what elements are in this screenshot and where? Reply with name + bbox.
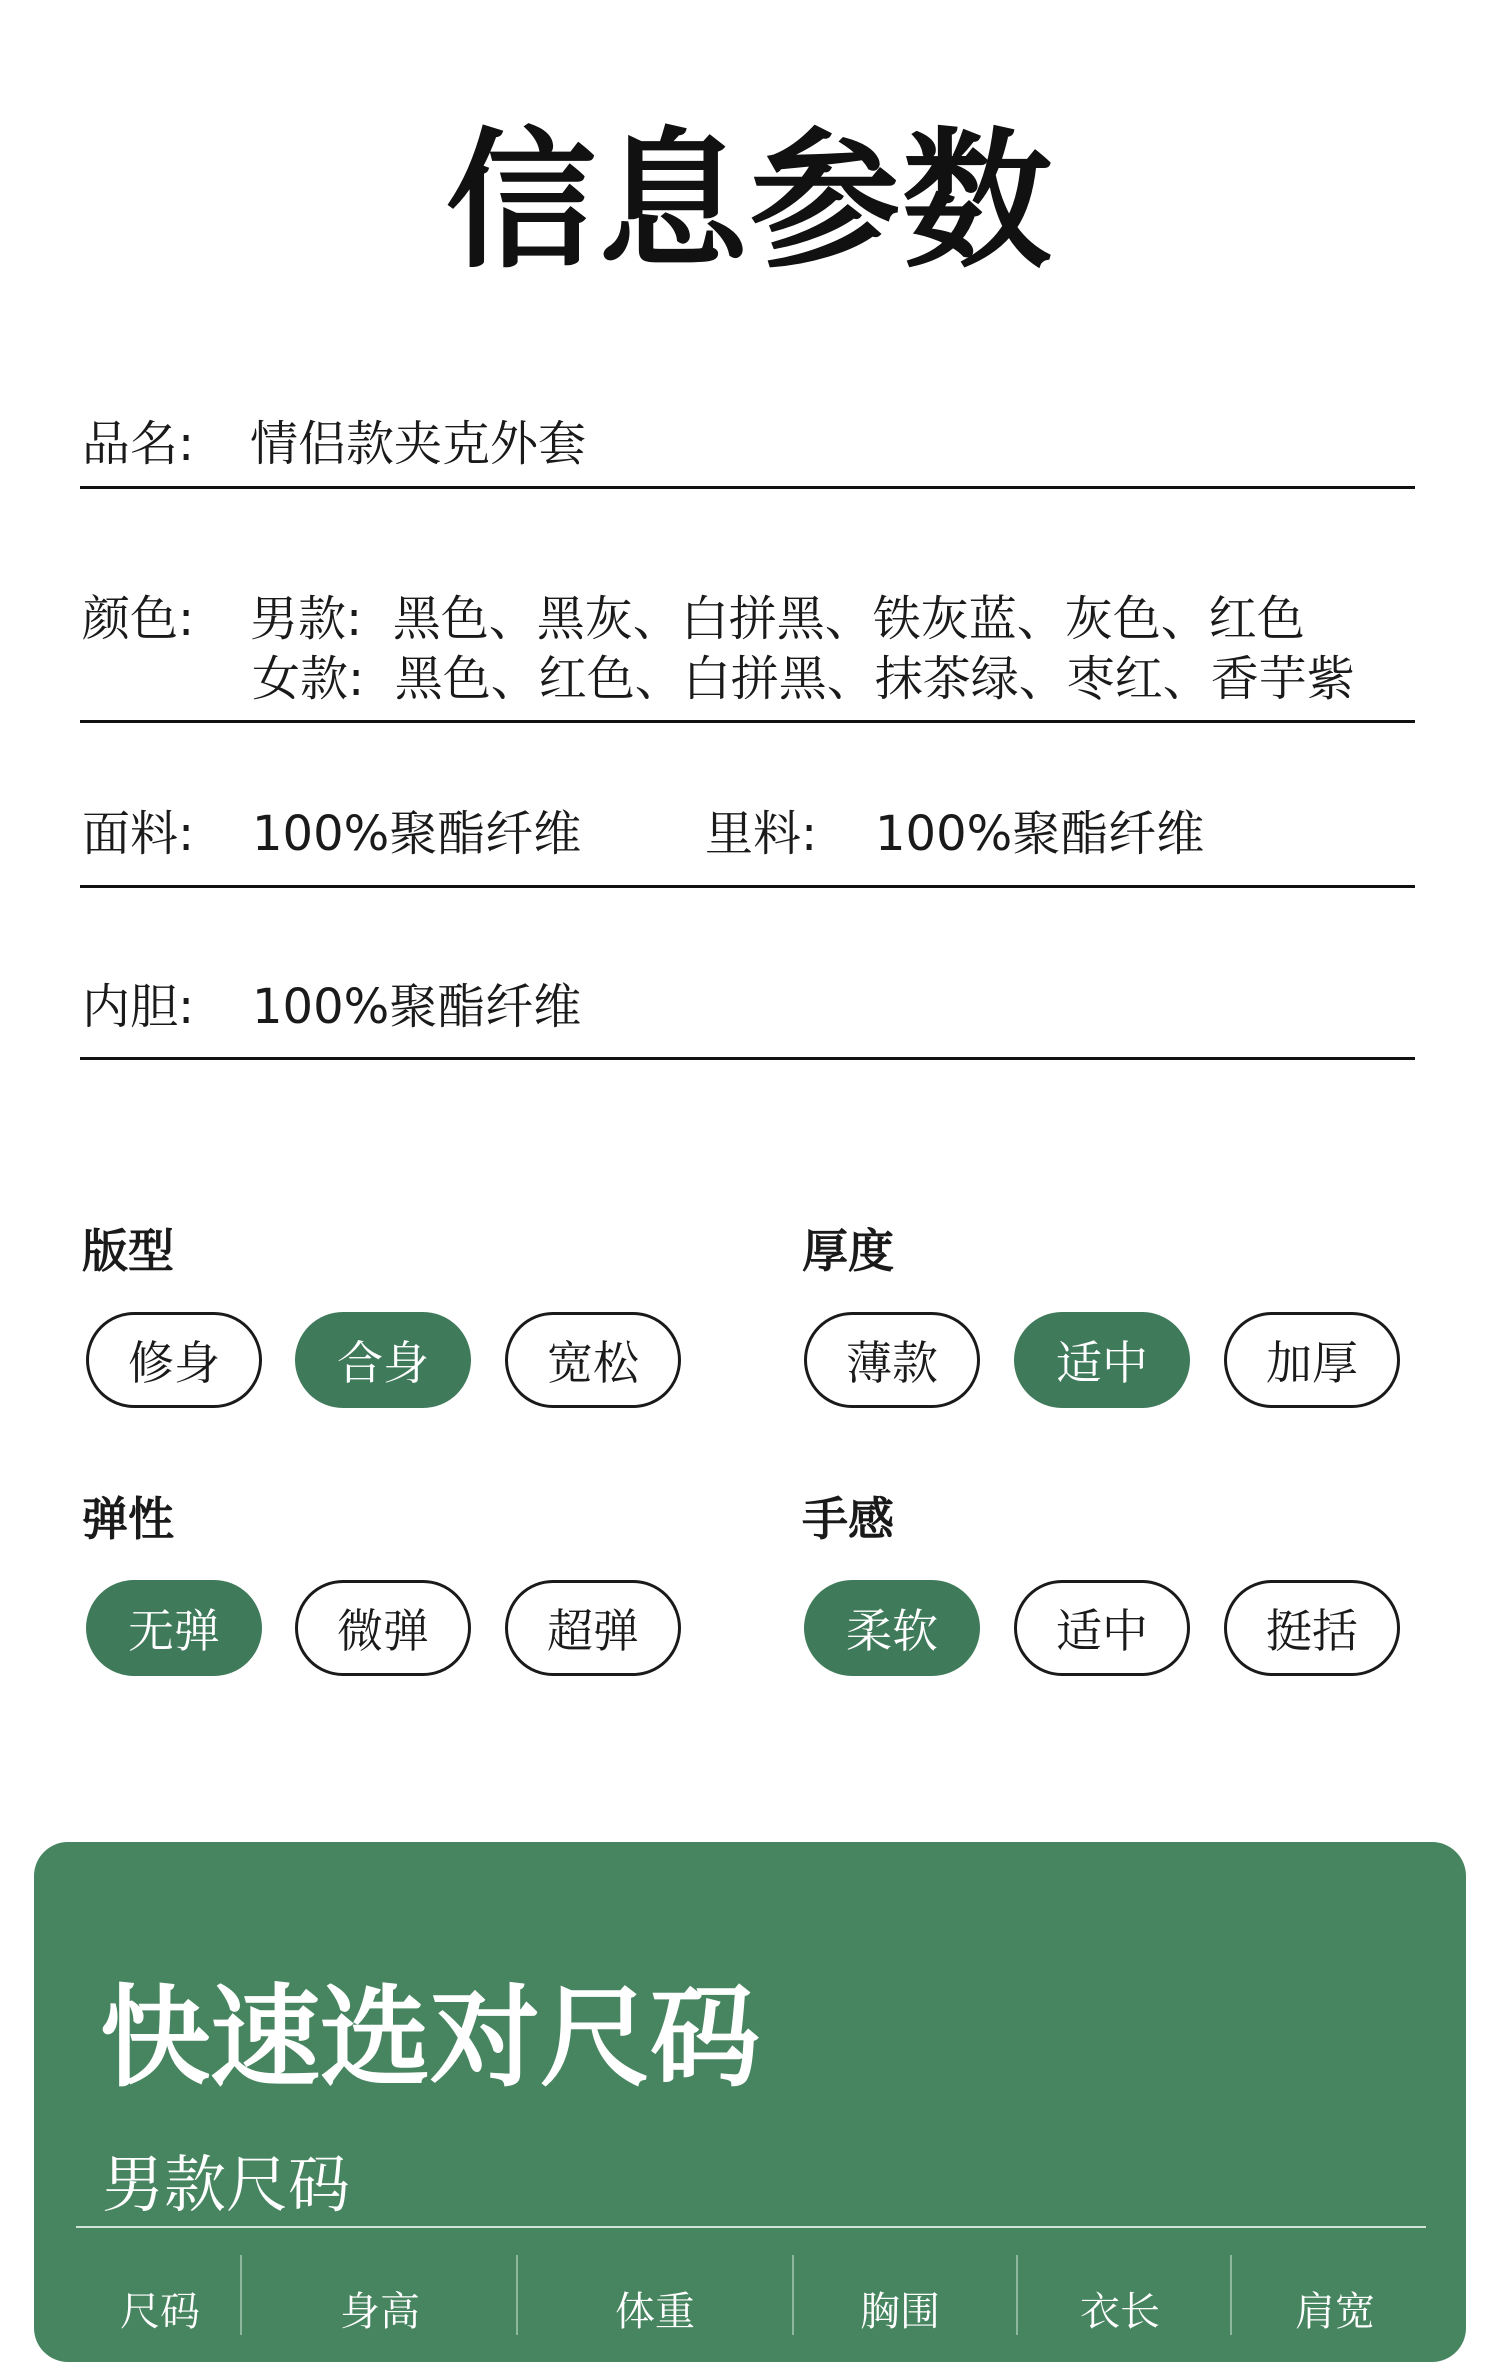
size-card-subtitle: 男款尺码 bbox=[102, 2148, 351, 2221]
thickness-label: 厚度 bbox=[802, 1224, 894, 1278]
fit-option-selected[interactable]: 合身 bbox=[295, 1312, 471, 1408]
color-women: 女款: 黑色、红色、白拼黑、抹茶绿、枣红、香芋紫 bbox=[252, 651, 1355, 707]
elasticity-option[interactable]: 超弹 bbox=[505, 1580, 681, 1676]
thickness-option[interactable]: 加厚 bbox=[1224, 1312, 1400, 1408]
page-title: 信息参数 bbox=[445, 115, 1054, 289]
name-value: 情侣款夹克外套 bbox=[250, 416, 587, 472]
lining-label: 里料: bbox=[705, 806, 818, 862]
feel-option[interactable]: 适中 bbox=[1014, 1580, 1190, 1676]
column-separator bbox=[792, 2255, 794, 2335]
lining-value: 100%聚酯纤维 bbox=[875, 806, 1205, 862]
divider bbox=[80, 720, 1415, 723]
size-table-header: 身高 bbox=[340, 2289, 420, 2335]
color-men: 男款: 黑色、黑灰、白拼黑、铁灰蓝、灰色、红色 bbox=[250, 591, 1305, 647]
color-label: 颜色: bbox=[82, 591, 195, 647]
elasticity-option[interactable]: 微弹 bbox=[295, 1580, 471, 1676]
name-label: 品名: bbox=[82, 416, 195, 472]
feel-option[interactable]: 挺括 bbox=[1224, 1580, 1400, 1676]
column-separator bbox=[240, 2255, 242, 2335]
size-table-header: 衣长 bbox=[1080, 2289, 1160, 2335]
column-separator bbox=[516, 2255, 518, 2335]
fit-label: 版型 bbox=[82, 1224, 174, 1278]
divider bbox=[80, 885, 1415, 888]
thickness-option[interactable]: 薄款 bbox=[804, 1312, 980, 1408]
inner-label: 内胆: bbox=[82, 979, 195, 1035]
feel-option-selected[interactable]: 柔软 bbox=[804, 1580, 980, 1676]
divider bbox=[80, 486, 1415, 489]
divider bbox=[80, 1057, 1415, 1060]
size-table-header: 尺码 bbox=[120, 2289, 200, 2335]
column-separator bbox=[1016, 2255, 1018, 2335]
fit-option[interactable]: 宽松 bbox=[505, 1312, 681, 1408]
elasticity-label: 弹性 bbox=[82, 1492, 174, 1546]
size-card-title: 快速选对尺码 bbox=[100, 1974, 760, 2102]
inner-value: 100%聚酯纤维 bbox=[252, 979, 582, 1035]
size-table-header: 体重 bbox=[615, 2289, 695, 2335]
thickness-option-selected[interactable]: 适中 bbox=[1014, 1312, 1190, 1408]
feel-label: 手感 bbox=[802, 1492, 894, 1546]
column-separator bbox=[1230, 2255, 1232, 2335]
size-table-divider bbox=[76, 2226, 1426, 2228]
fit-option[interactable]: 修身 bbox=[86, 1312, 262, 1408]
fabric-label: 面料: bbox=[82, 806, 195, 862]
size-table-header: 肩宽 bbox=[1295, 2289, 1375, 2335]
fabric-value: 100%聚酯纤维 bbox=[252, 806, 582, 862]
size-table-header: 胸围 bbox=[860, 2289, 940, 2335]
elasticity-option-selected[interactable]: 无弹 bbox=[86, 1580, 262, 1676]
